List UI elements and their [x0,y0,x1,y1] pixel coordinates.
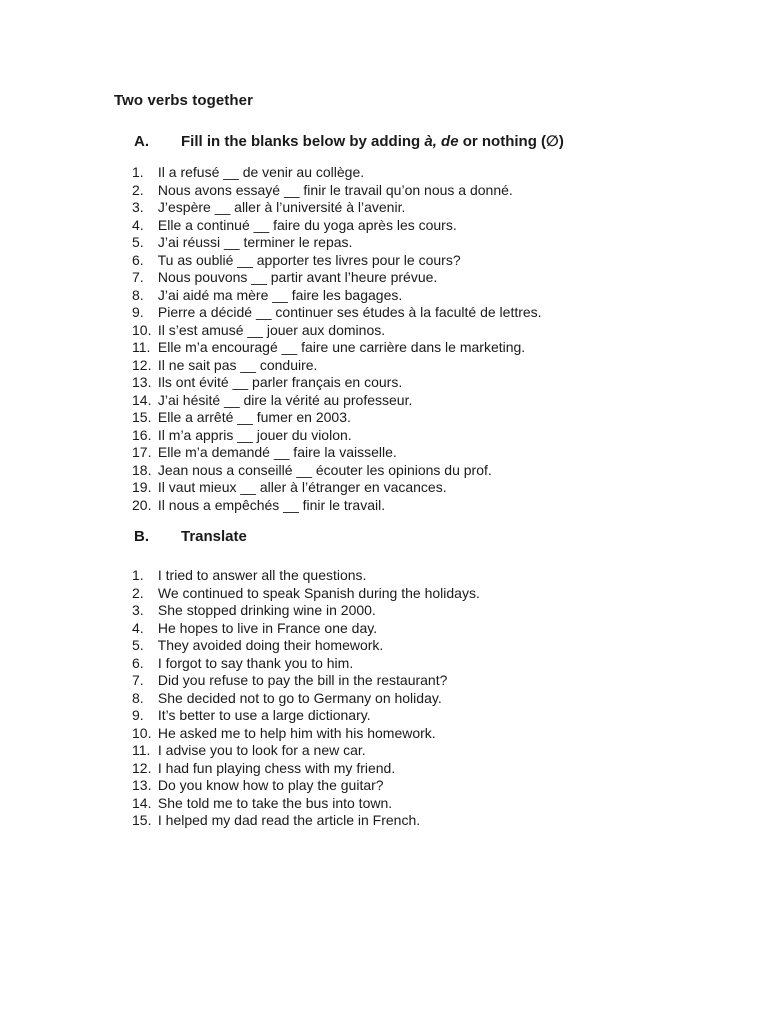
exercise-item [132,479,542,497]
item-text: We continued to speak Spanish during the holidays. [157,584,480,601]
item-text: I advise you to look for a new car. [157,742,366,758]
translation-item [132,812,480,830]
exercise-item [132,409,542,427]
exercise-item [132,269,542,287]
item-text: Il a refusé __ de venir au collège. [157,164,365,180]
item-text: Ils ont évité __ parler français en cours. [157,374,403,390]
item-number: 11. [132,742,151,758]
item-text: Elle a arrêté __ fumer en 2003. [157,409,351,425]
exercise-item [132,339,542,357]
item-number: 13. [132,374,152,390]
item-number: 19. [132,479,152,495]
exercise-item [132,182,542,200]
exercise-item [132,252,542,270]
item-text: I helped my dad read the article in French. [157,812,421,828]
item-text: J’ai aidé ma mère __ faire les bagages. [157,286,403,303]
translation-item [132,760,480,778]
item-number: 14. [132,391,152,408]
translation-item [132,567,480,585]
translation-item [132,795,480,813]
item-text: Jean nous a conseillé __ écouter les opinions du prof. [157,461,492,478]
item-text: It’s better to use a large dictionary. [157,707,371,723]
item-text: I had fun playing chess with my friend. [157,759,396,776]
exercise-item [132,497,542,515]
item-text: Nous avons essayé __ finir le travail qu’on nous a donné. [157,181,513,198]
item-text: Il s’est amusé __ jouer aux dominos. [157,321,386,338]
section-a-instruction-suffix: or nothing (∅) [458,133,564,150]
translation-item [132,602,480,620]
exercise-item [132,444,542,462]
exercise-item [132,217,542,235]
section-a-list [132,164,542,514]
item-text: Il ne sait pas __ conduire. [157,356,318,373]
exercise-item [132,287,542,305]
item-number: 5. [132,234,144,250]
item-number: 3. [132,199,144,215]
option-a-label: à, [424,133,437,150]
item-number: 8. [132,689,144,706]
exercise-item [132,392,542,410]
section-b-list [132,567,480,830]
item-text: Il nous a empêchés __ finir le travail. [157,496,386,513]
translation-item [132,777,480,795]
item-number: 15. [132,812,152,828]
item-text: Pierre a décidé __ continuer ses études à la faculté de lettres. [157,304,542,320]
item-number: 15. [132,409,152,425]
exercise-item [132,357,542,375]
item-number: 11. [132,339,151,355]
item-text: She decided not to go to Germany on holiday. [157,689,442,706]
translation-item [132,672,480,690]
item-text: He hopes to live in France one day. [157,619,378,636]
item-number: 8. [132,286,144,303]
option-de-label: de [441,133,459,150]
item-number: 10. [132,724,152,741]
item-number: 7. [132,269,144,285]
page-title: Two verbs together [114,92,254,109]
item-text: I tried to answer all the questions. [157,567,367,583]
exercise-item [132,164,542,182]
item-number: 5. [132,637,144,653]
item-number: 13. [132,777,152,793]
item-text: Elle m’a encouragé __ faire une carrière dans le marketing. [157,339,526,355]
section-b-title: Translate [181,528,247,545]
item-text: Elle a continué __ faire du yoga après les cours. [157,216,457,233]
item-number: 17. [132,444,152,460]
item-number: 12. [132,356,152,373]
translation-item [132,637,480,655]
item-number: 9. [132,707,144,723]
exercise-item [132,374,542,392]
item-text: Il m’a appris __ jouer du violon. [157,426,352,443]
item-number: 14. [132,794,152,811]
translation-item [132,742,480,760]
translation-item [132,707,480,725]
item-number: 4. [132,619,144,636]
exercise-item [132,322,542,340]
translation-item [132,620,480,638]
item-text: She stopped drinking wine in 2000. [157,602,376,618]
translation-item [132,690,480,708]
section-a-heading [134,132,564,150]
item-text: Did you refuse to pay the bill in the restaurant? [157,672,448,688]
item-text: Do you know how to play the guitar? [157,777,384,793]
item-number: 3. [132,602,144,618]
item-number: 10. [132,321,152,338]
translation-item [132,655,480,673]
item-number: 4. [132,216,144,233]
item-number: 6. [132,654,144,671]
item-number: 1. [132,164,144,180]
item-number: 20. [132,496,152,513]
section-b-letter: B. [134,528,149,545]
exercise-item [132,304,542,322]
item-number: 9. [132,304,144,320]
item-number: 18. [132,461,152,478]
item-text: They avoided doing their homework. [157,637,384,653]
item-text: He asked me to help him with his homework. [157,724,436,741]
item-text: J’espère __ aller à l’université à l’avenir. [157,199,406,215]
section-b-heading [134,528,247,545]
item-text: J’ai hésité __ dire la vérité au professeur. [157,391,413,408]
exercise-item [132,199,542,217]
item-number: 1. [132,567,144,583]
item-number: 6. [132,251,144,268]
item-number: 2. [132,584,144,601]
section-a-instruction-prefix: Fill in the blanks below by adding [181,133,425,150]
translation-item [132,585,480,603]
item-text: She told me to take the bus into town. [157,794,393,811]
item-number: 2. [132,181,144,198]
item-text: Elle m’a demandé __ faire la vaisselle. [157,444,397,460]
item-text: Tu as oublié __ apporter tes livres pour le cours? [157,251,461,268]
item-number: 7. [132,672,144,688]
item-number: 16. [132,426,152,443]
exercise-item [132,427,542,445]
item-text: J’ai réussi __ terminer le repas. [157,234,353,250]
item-text: I forgot to say thank you to him. [157,654,354,671]
exercise-item [132,234,542,252]
section-a-letter: A. [134,133,149,150]
item-text: Nous pouvons __ partir avant l’heure prévue. [157,269,438,285]
exercise-item [132,462,542,480]
translation-item [132,725,480,743]
item-number: 12. [132,759,152,776]
item-text: Il vaut mieux __ aller à l’étranger en vacances. [157,479,447,495]
